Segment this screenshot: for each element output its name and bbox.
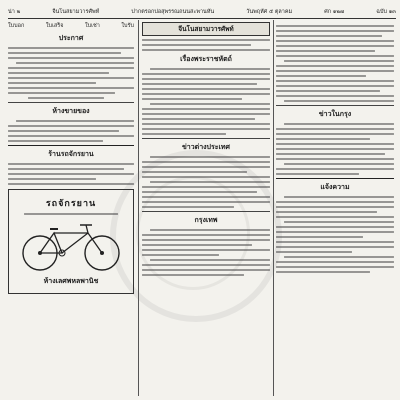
section-title: ข่าวต่างประเทศ [182, 142, 230, 152]
column-middle [142, 22, 270, 396]
column-right [276, 22, 394, 396]
form-head: ใบเสร็จ [45, 23, 64, 29]
issue-year: ศก ๑๒๗ [324, 9, 345, 15]
divider [142, 138, 270, 139]
section-title: ข่าวในกรุง [318, 108, 352, 118]
form-head: ใบรับ [121, 23, 134, 29]
form-head: ใบเช่า [84, 23, 100, 29]
text-block [8, 120, 134, 142]
text-block [142, 229, 270, 276]
text-block [8, 47, 134, 99]
text-block [12, 213, 130, 215]
text-block [276, 123, 394, 175]
text-block [142, 156, 270, 208]
advert-caption: รถจักรยาน [45, 199, 97, 210]
paper-box-title: จีนโนสยามวารศัพท์ [142, 22, 270, 36]
advert-title: ห้างเลศพหลพานิช [43, 276, 99, 286]
bicycle-advert [8, 189, 134, 294]
section-title: เรื่องพระราชหัตถ์ [180, 54, 232, 64]
section-title: ห้างขายของ [52, 106, 90, 116]
divider [8, 145, 134, 146]
column-divider [138, 20, 139, 396]
issue-number: ฉบับ ๑๓ [376, 9, 396, 15]
text-block [276, 25, 394, 102]
divider [8, 102, 134, 103]
text-block [8, 163, 134, 185]
paper-name: จีนโนสยามวารศัพท์ [52, 9, 100, 15]
paper-location: ปากตรอกบ่อสุพรรณถนนสะพานหัน [131, 9, 215, 15]
text-block [276, 196, 394, 273]
form-heads [8, 22, 134, 30]
issue-date: วันพฤหัศ ๕ ตุลาคม [246, 9, 293, 15]
divider [276, 105, 394, 106]
section-title: แจ้งความ [320, 181, 350, 191]
page-header [8, 6, 396, 19]
section-title: ประกาศ [58, 33, 84, 42]
text-block [142, 68, 270, 135]
column-left [8, 22, 134, 396]
text-block [142, 39, 270, 51]
divider [142, 211, 270, 212]
section-title: กรุงเทพ [194, 215, 218, 225]
form-head: ใบบอก [8, 23, 25, 29]
section-title: ร้านรถจักรยาน [48, 149, 94, 159]
page-number: น่า ๒ [8, 9, 21, 15]
bicycle-illustration [16, 219, 126, 273]
column-divider [273, 20, 274, 396]
divider [276, 178, 394, 179]
